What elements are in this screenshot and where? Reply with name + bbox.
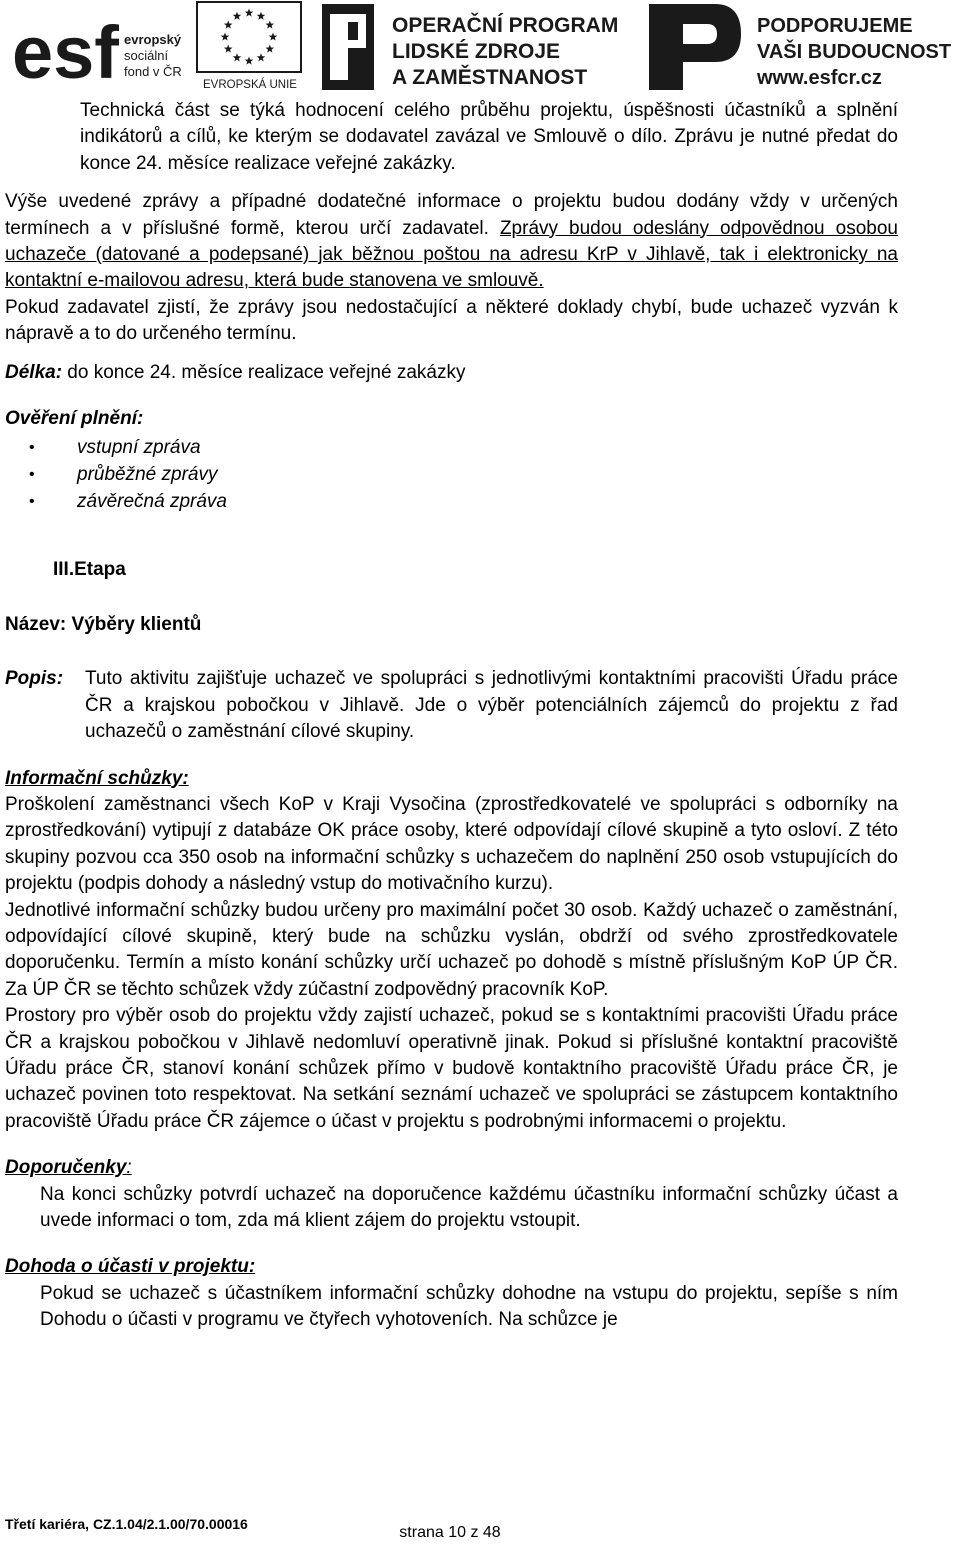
eu-star-icon [257, 53, 266, 61]
activity-name: Název: Výběry klientů [5, 613, 202, 635]
eu-star-icon [245, 57, 254, 65]
eu-star-icon [221, 33, 230, 41]
eu-caption: EVROPSKÁ UNIE [203, 79, 297, 91]
duration-line [5, 360, 898, 386]
info-paragraph-3: Prostory pro výběr osob do projektu vždy zajistí uchazeč, pokud se s kontaktními pracovišti Úřadu práce ČR a krajskou pobočkou v Jihlavě nedomluví operativně jinak. Pokud si příslušné kontaktní pracoviště Úřadu práce ČR, stanoví konání schůzek přímo v budově kontaktního pracoviště Úřadu práce ČR, je uchazeč povinen toto respektovat. Na setkání seznámí uchazeč ve spolupráci se zástupcem kontaktního pracoviště Úřadu práce ČR zájemce o účast v projektu s podrobnými informacemi o projektu. [5, 1005, 898, 1132]
list-item [5, 461, 898, 488]
reports-text: Výše uvedené zprávy a případné dodatečné informace o projektu budou dodány vždy v určených termínech a v příslušné formě, kterou určí zadavatel. [5, 191, 898, 239]
verification-list [5, 434, 898, 515]
op-line2: LIDSKÉ ZDROJE [392, 40, 561, 63]
bullet-icon: • [29, 439, 35, 457]
duration-text: do konce 24. měsíce realizace veřejné zakázky [62, 361, 466, 383]
info-paragraph-2: Jednotlivé informační schůzky budou určeny pro maximální počet 30 osob. Každý uchazeč o zaměstnání, odpovídající cílové skupině, který bude na schůzku vyslán, obdrží od svého zprostředkovatele doporučenku. Termín a místo konání schůzky určí uchazeč po dohodě s místně příslušným KoP ÚP ČR. Za ÚP ČR se těchto schůzek vždy zúčastní zodpovědný pracovník KoP. [5, 899, 898, 1000]
list-item-text: průběžné zprávy [77, 464, 218, 486]
description-text: Tuto aktivitu zajišťuje uchazeč ve spolupráci s jednotlivými kontaktními pracovišti Úřadu práce ČR a krajskou pobočkou v Jihlavě. Jde o výběr potenciálních zájemců do projektu z řad uchazečů o zaměstnání cílové skupiny. [85, 668, 898, 743]
eu-star-icon [233, 12, 242, 20]
op-line3: A ZAMĚSTNANOST [392, 66, 588, 89]
esf-logo [12, 0, 187, 95]
list-item-text: vstupní zpráva [77, 437, 201, 459]
recommendations-colon: : [126, 1157, 132, 1179]
eu-star-icon [245, 9, 254, 17]
eu-stars-icon [221, 9, 278, 65]
esf-line2: sociální [124, 48, 169, 63]
eu-star-icon [224, 21, 233, 29]
op-lzz-logo [322, 0, 622, 95]
description-block [5, 666, 898, 745]
eu-star-icon [233, 53, 242, 61]
verification-heading: Ověření plnění: [5, 408, 144, 430]
recommendations-heading [5, 1155, 898, 1181]
support-line3: www.esfcr.cz [757, 67, 882, 89]
reports-underlined-text: Zprávy budou odeslány odpovědnou osobou uchazeče (datované a podepsané) jak běžnou poštou na adresu KrP v Jihlavě, tak i elektronicky na kontaktní e-mailovou adresu, která bude stanovena ve smlouvě. [5, 217, 899, 292]
eu-star-icon [224, 45, 233, 53]
support-line2: VAŠI BUDOUCNOST [757, 41, 952, 63]
support-logo [645, 0, 960, 95]
recommendations-heading-text: Doporučenky [5, 1157, 127, 1179]
eu-star-icon [266, 45, 275, 53]
list-item [5, 488, 898, 515]
esf-line3: fond v ČR [124, 64, 182, 79]
list-item [5, 434, 898, 461]
stage-heading: III.Etapa [53, 559, 126, 581]
eu-star-icon [266, 21, 275, 29]
agreement-heading: Dohoda o účasti v projektu: [5, 1256, 256, 1278]
paragraph-reports [5, 189, 898, 295]
recommendations-text: Na konci schůzky potvrdí uchazeč na doporučence každému účastníku informační schůzky účast a uvede informaci o tom, zda má klient zájem do projektu vstoupit. [40, 1183, 898, 1231]
agreement-text: Pokud se uchazeč s účastníkem informační schůzky dohodne na vstupu do projektu, sepíše s ním Dohodu o účasti v programu ve čtyřech vyhotoveních. Na schůzce je [40, 1282, 898, 1331]
paragraph-insufficient: Pokud zadavatel zjistí, že zprávy jsou nedostačující a některé doklady chybí, bude uchazeč vyzván k nápravě a to do určeného termínu. [5, 296, 898, 345]
page-header [0, 0, 960, 95]
eu-flag-logo [195, 0, 305, 95]
paragraph-technical-part: Technická část se týká hodnocení celého průběhu projektu, úspěšnosti účastníků a splnění indikátorů a cílů, ke kterým se dodavatel zavázal ve Smlouvě o dílo. Zprávu je nutné předat do konce 24. měsíce realizace veřejné zakázky. [80, 100, 898, 174]
info-paragraph-1: Proškolení zaměstnanci všech KoP v Kraji Vysočina (zprostředkovatelé ve spolupráci s odborníky na zprostředkování) vytipují z databáze OK práce osoby, které odpovídají cílové skupině a tyto osloví. Z této skupiny pozvou cca 350 osob na informační schůzky s uchazečem do naplnění 250 osob vstupujících do projektu (podpis dohody a následný vstup do motivačního kurzu). [5, 793, 898, 895]
bullet-icon: • [29, 466, 35, 484]
esf-line1: evropský [124, 32, 182, 47]
description-label: Popis: [5, 668, 64, 690]
footer-project-id: Třetí kariéra, CZ.1.04/2.1.00/70.00016 [5, 1516, 248, 1532]
bullet-icon: • [29, 493, 35, 511]
op-line1: OPERAČNÍ PROGRAM [392, 14, 619, 37]
support-line1: PODPORUJEME [757, 15, 913, 37]
duration-label: Délka: [5, 361, 63, 383]
list-item-text: závěrečná zpráva [77, 491, 227, 513]
eu-star-icon [257, 12, 266, 20]
document-body [5, 98, 898, 1334]
info-meetings-heading: Informační schůzky: [5, 767, 189, 789]
esf-brand: esf [12, 11, 119, 94]
page-number: strana 10 z 48 [399, 1524, 501, 1541]
eu-star-icon [269, 33, 278, 41]
